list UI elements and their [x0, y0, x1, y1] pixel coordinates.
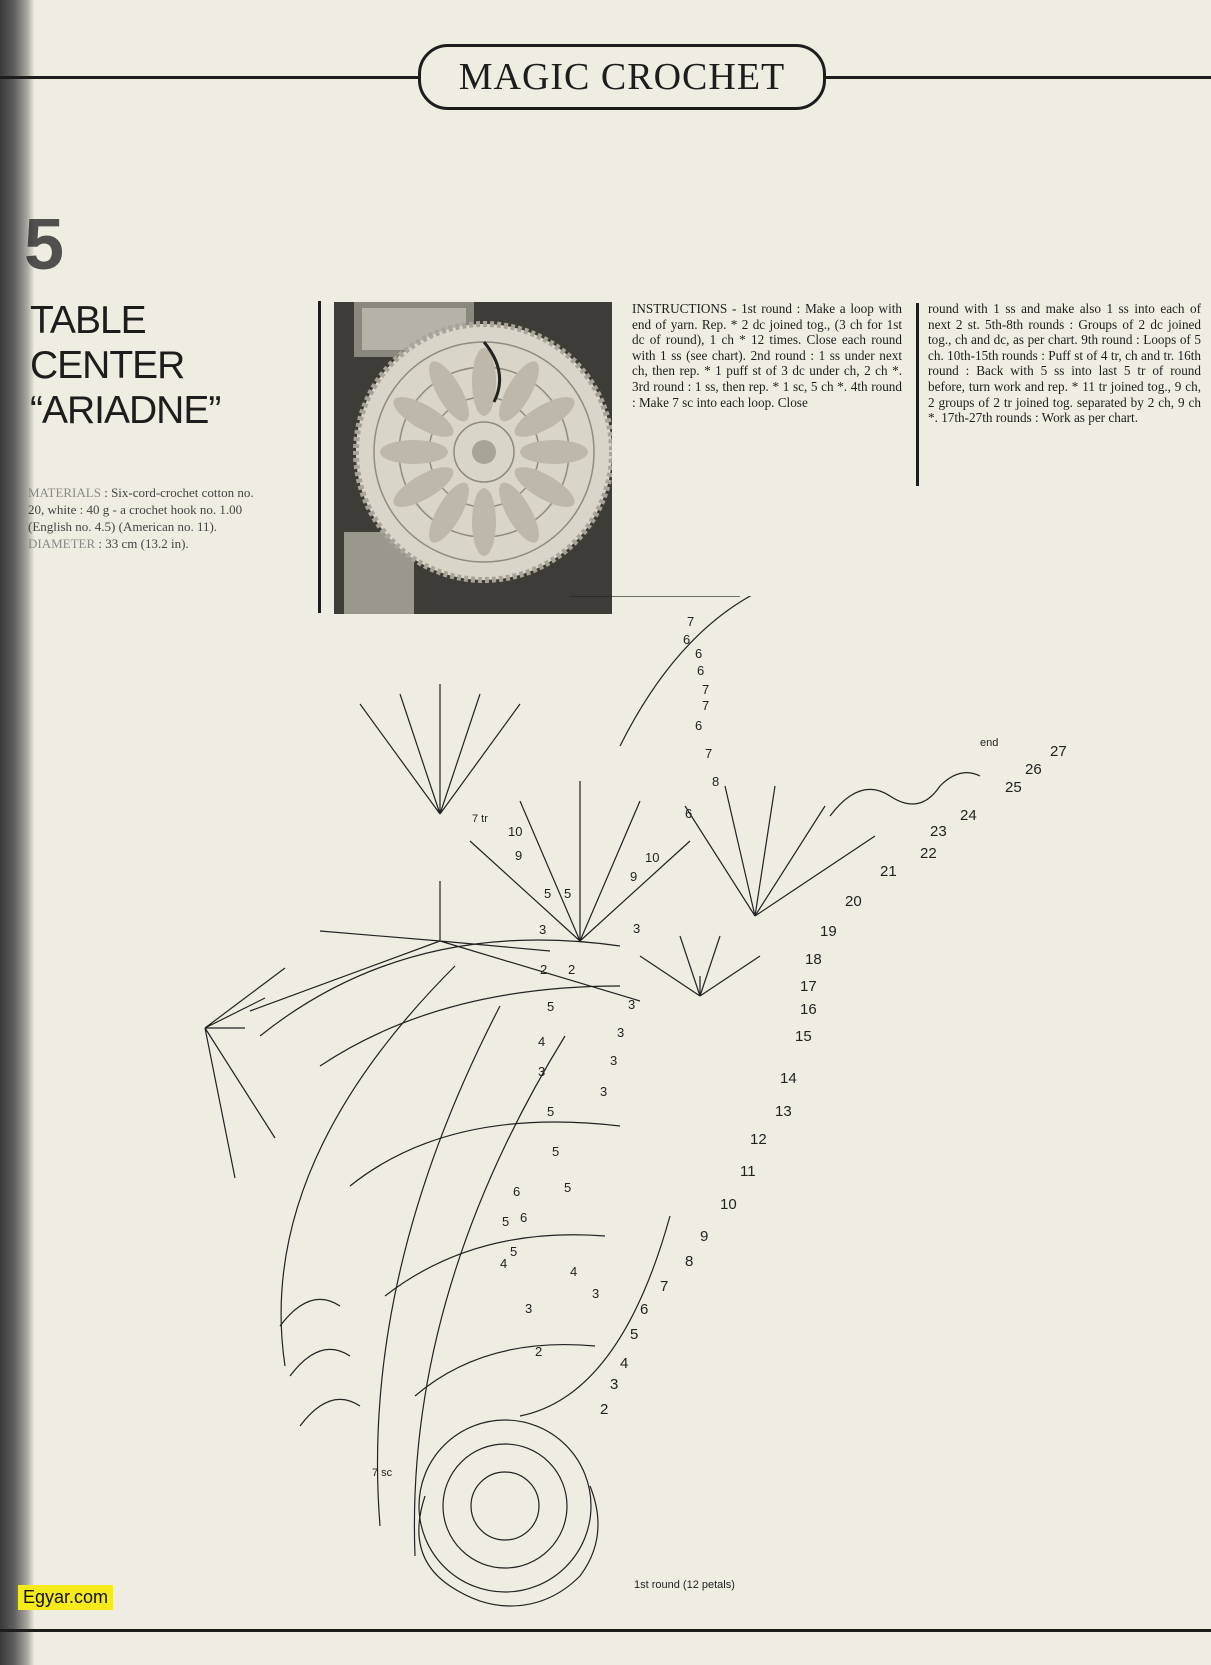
instructions-column-1: INSTRUCTIONS - 1st round : Make a loop with end of yarn. Rep. * 2 dc joined tog., (3 ch for 1st dc of round), 1 ch * 12 times. Close each round with 1 ss (see chart). 2nd round : 1 ss under next ch, then rep. * 1 puff st of 3 dc under ch, 2 ch *. 3rd round : 1 ss, then rep. * 1 sc, 5 ch *. 4th round : Make 7 sc into each loop. Close — [632, 301, 902, 410]
round-number: 11 — [740, 1163, 756, 1180]
inner-round-number: 4 — [570, 1264, 578, 1279]
column-rule — [916, 303, 919, 486]
title-line-3: “ARIADNE” — [30, 389, 221, 432]
round-number: 15 — [795, 1028, 812, 1045]
round-number: 17 — [800, 978, 817, 995]
crochet-chart — [190, 596, 1070, 1616]
pattern-number: 5 — [24, 205, 65, 285]
inner-round-number: 10 — [645, 850, 660, 865]
inner-round-number: 7 — [705, 746, 713, 761]
round-number: 2 — [600, 1401, 609, 1418]
inner-round-number: 3 — [633, 921, 641, 936]
inner-round-number: 6 — [695, 646, 703, 661]
end-label: end — [980, 737, 999, 749]
materials-line-1: : Six-cord-crochet cotton no. — [104, 485, 254, 500]
inner-round-number: 3 — [610, 1053, 618, 1068]
inner-round-number: 7 — [687, 614, 695, 629]
inner-round-number: 6 — [683, 632, 691, 647]
inner-round-number: 5 — [564, 886, 572, 901]
round-number: 13 — [775, 1103, 792, 1120]
chart-number-labels — [500, 614, 1067, 1418]
inner-round-number: 6 — [685, 806, 693, 821]
diameter-label: DIAMETER — [28, 536, 96, 551]
round-number: 23 — [930, 823, 947, 840]
round-number: 24 — [960, 807, 977, 824]
round-number: 16 — [800, 1001, 817, 1018]
materials-line-3: (English no. 4.5) (American no. 11). — [28, 519, 218, 534]
inner-round-number: 3 — [538, 1064, 546, 1079]
round-number: 21 — [880, 863, 897, 880]
inner-round-number: 3 — [628, 997, 636, 1012]
round-number: 6 — [640, 1301, 649, 1318]
title-line-1: TABLE — [30, 299, 146, 342]
inner-round-number: 6 — [695, 718, 703, 733]
inner-round-number: 7 — [702, 682, 710, 697]
diameter-value: : 33 cm (13.2 in). — [98, 536, 189, 551]
first-round-label: 1st round (12 petals) — [634, 1579, 735, 1591]
inner-round-number: 6 — [513, 1184, 521, 1199]
round-number: 9 — [700, 1228, 709, 1245]
inner-round-number: 3 — [600, 1084, 608, 1099]
round-number: 26 — [1025, 761, 1042, 778]
inner-round-number: 4 — [538, 1034, 546, 1049]
inner-round-number: 6 — [697, 663, 705, 678]
instructions-column-2: round with 1 ss and make also 1 ss into each of next 2 st. 5th-8th rounds : Groups of 2 dc joined tog., ch and dc, as per chart. 9th round : Loops of 5 ch. 10th-15th rounds : Puff st of 4 tr, ch and tr. 16th round : Back with 5 ss into last 5 tr of round before, turn work and rep. * 11 tr joined tog., 9 ch, 2 groups of 2 tr joined tog. separated by 2 ch, 9 ch *. 17th-27th rounds : Work as per chart. — [928, 301, 1201, 426]
footer-rule — [0, 1629, 1211, 1632]
watermark: Egyar.com — [18, 1585, 113, 1610]
round-number: 19 — [820, 923, 837, 940]
inner-round-number: 2 — [568, 962, 576, 977]
magazine-title: MAGIC CROCHET — [418, 44, 826, 110]
seven-sc-label: 7 sc — [372, 1467, 393, 1479]
inner-round-number: 5 — [552, 1144, 560, 1159]
round-number: 18 — [805, 951, 822, 968]
inner-round-number: 5 — [547, 1104, 555, 1119]
materials-label: MATERIALS — [28, 485, 101, 500]
inner-round-number: 4 — [500, 1256, 508, 1271]
seven-tr-label: 7 tr — [472, 813, 488, 825]
materials-block — [28, 484, 288, 552]
round-number: 22 — [920, 845, 937, 862]
photo-petal — [472, 348, 496, 416]
pattern-title — [30, 298, 220, 433]
inner-round-number: 3 — [525, 1301, 533, 1316]
round-number: 27 — [1050, 743, 1067, 760]
inner-round-number: 9 — [515, 848, 523, 863]
inner-round-number: 2 — [535, 1344, 543, 1359]
photo-rule — [318, 301, 321, 613]
photo-petal — [472, 488, 496, 556]
round-number: 5 — [630, 1326, 639, 1343]
round-number: 8 — [685, 1253, 694, 1270]
round-number: 3 — [610, 1376, 619, 1393]
photo-petal — [520, 440, 588, 464]
photo-petal — [380, 440, 448, 464]
round-number: 7 — [660, 1278, 669, 1295]
inner-round-number: 2 — [540, 962, 548, 977]
round-number: 20 — [845, 893, 862, 910]
inner-round-number: 5 — [510, 1244, 518, 1259]
round-number: 14 — [780, 1070, 797, 1087]
chart-stitch-lines — [205, 596, 980, 1606]
inner-round-number: 10 — [508, 824, 523, 839]
inner-round-number: 5 — [564, 1180, 572, 1195]
round-number: 25 — [1005, 779, 1022, 796]
inner-round-number: 5 — [502, 1214, 510, 1229]
round-number: 10 — [720, 1196, 737, 1213]
inner-round-number: 3 — [539, 922, 547, 937]
round-number: 12 — [750, 1131, 767, 1148]
inner-round-number: 3 — [617, 1025, 625, 1040]
inner-round-number: 9 — [630, 869, 638, 884]
doily-photo-image — [334, 302, 612, 614]
doily-photo — [334, 302, 612, 614]
materials-line-2: 20, white : 40 g - a crochet hook no. 1.00 — [28, 502, 243, 517]
inner-round-number: 8 — [712, 774, 720, 789]
title-line-2: CENTER — [30, 344, 185, 387]
inner-round-number: 3 — [592, 1286, 600, 1301]
inner-round-number: 7 — [702, 698, 710, 713]
round-number: 4 — [620, 1355, 629, 1372]
inner-round-number: 6 — [520, 1210, 528, 1225]
inner-round-number: 5 — [544, 886, 552, 901]
inner-round-number: 5 — [547, 999, 555, 1014]
